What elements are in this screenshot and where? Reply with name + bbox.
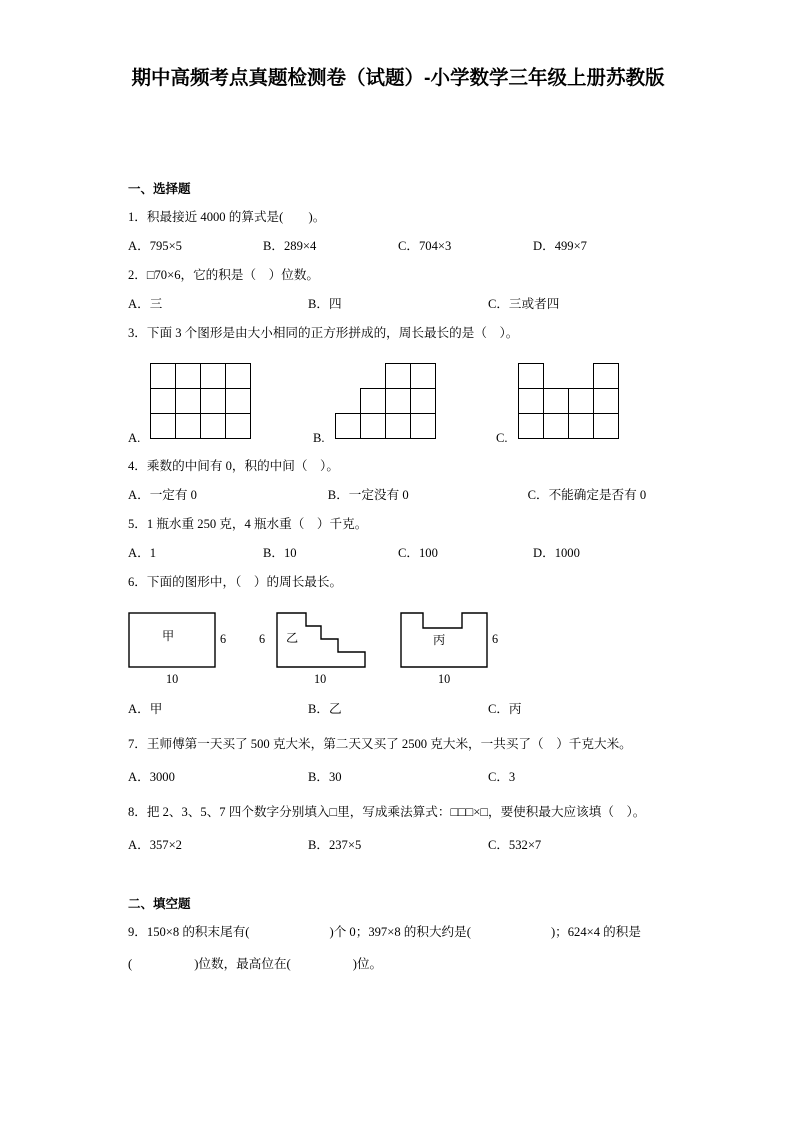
question-2-text: 2．□70×6，它的积是（ ）位数。: [128, 268, 320, 282]
question-1-text: 1．积最接近 4000 的算式是( )。: [128, 210, 326, 224]
option-1-d[interactable]: D．499×7: [533, 239, 587, 253]
question-7-options: [128, 770, 668, 785]
figure-6-yi-staircase: [276, 612, 366, 668]
figure-3a-letter: A.: [128, 431, 141, 445]
figure-6-yi-width-dim: 10: [314, 672, 327, 686]
option-2-c[interactable]: C．三或者四: [487, 297, 560, 311]
option-4-b[interactable]: B．一定没有 0: [327, 488, 409, 502]
question-3-text: 3．下面 3 个图形是由大小相同的正方形拼成的，周长最长的是（ ）。: [128, 326, 519, 340]
question-2-options: [128, 297, 668, 312]
option-1-c[interactable]: C．704×3: [398, 239, 452, 253]
figure-6-jia-rectangle: [128, 612, 216, 668]
figure-3c-letter: C.: [496, 431, 508, 445]
option-4-a[interactable]: A．一定有 0: [128, 488, 197, 502]
figure-6-jia-label: 甲: [162, 629, 175, 643]
figure-6-yi-height-dim: 6: [259, 632, 266, 646]
question-9-line-2: [128, 957, 668, 972]
page-title: 期中高频考点真题检测卷（试题）-小学数学三年级上册苏教版: [131, 67, 665, 89]
option-6-c[interactable]: C．丙: [487, 702, 522, 716]
figure-3a-grid-rectangle: [150, 363, 258, 443]
question-9-line-1: [128, 925, 668, 940]
option-5-d[interactable]: D．1000: [533, 546, 580, 560]
document-body: [128, 182, 668, 986]
question-8-text: 8．把 2、3、5、7 四个数字分别填入□里，写成乘法算式：□□□×□，要使积最大应该填（ ）。: [128, 805, 646, 819]
option-4-c[interactable]: C．不能确定是否有 0: [527, 488, 647, 502]
section-heading-choice: 一、选择题: [128, 182, 191, 196]
question-7-text: 7．王师傅第一天买了 500 克大米，第二天又买了 2500 克大米，一共买了（ ）千克大米。: [128, 737, 632, 751]
figure-6-yi-label: 乙: [286, 631, 299, 645]
section-heading-fill: 二、填空题: [128, 897, 191, 911]
question-4-text: 4．乘数的中间有 0，积的中间（ ）。: [128, 459, 339, 473]
question-4-options: [128, 488, 668, 503]
option-7-b[interactable]: B．30: [307, 770, 342, 784]
option-5-c[interactable]: C．100: [398, 546, 438, 560]
figure-6-jia-height-dim: 6: [220, 632, 227, 646]
option-8-a[interactable]: A．357×2: [128, 838, 182, 852]
option-5-a[interactable]: A．1: [128, 546, 156, 560]
option-8-b[interactable]: B．237×5: [307, 838, 362, 852]
option-1-b[interactable]: B．289×4: [263, 239, 317, 253]
question-8-options: [128, 838, 668, 853]
figure-3b-letter: B.: [313, 431, 325, 445]
figure-6-bing-label: 丙: [433, 633, 446, 647]
question-6-figures: [128, 604, 668, 686]
question-9-line2-c: )位。: [352, 957, 383, 971]
figure-6-bing-height-dim: 6: [492, 632, 499, 646]
option-5-b[interactable]: B．10: [263, 546, 297, 560]
question-6-text: 6．下面的图形中，（ ）的周长最长。: [128, 575, 343, 589]
question-9-line2-a: (: [128, 957, 133, 971]
figure-3c-grid-u-shape: [518, 363, 626, 443]
option-7-a[interactable]: A．3000: [128, 770, 175, 784]
figure-6-bing-width-dim: 10: [438, 672, 451, 686]
question-9-mid-1: )个 0；397×8 的积大约是(: [329, 925, 471, 939]
option-6-b[interactable]: B．乙: [307, 702, 342, 716]
question-1-options: [128, 239, 668, 254]
question-5-options: [128, 546, 668, 561]
question-9-line2-b: )位数，最高位在(: [194, 957, 291, 971]
question-9-prefix: 9．150×8 的积末尾有(: [128, 925, 250, 939]
question-9-mid-2: )；624×4 的积是: [550, 925, 641, 939]
question-5-text: 5．1 瓶水重 250 克，4 瓶水重（ ）千克。: [128, 517, 368, 531]
option-6-a[interactable]: A．甲: [128, 702, 163, 716]
option-7-c[interactable]: C．3: [487, 770, 516, 784]
figure-3b-grid-staircase: [335, 363, 443, 443]
option-2-a[interactable]: A．三: [128, 297, 163, 311]
question-6-options: [128, 702, 668, 717]
figure-6-bing-u-shape: [400, 612, 488, 668]
option-2-b[interactable]: B．四: [307, 297, 342, 311]
question-3-figures: [128, 355, 668, 445]
figure-6-jia-width-dim: 10: [166, 672, 179, 686]
option-1-a[interactable]: A．795×5: [128, 239, 182, 253]
option-8-c[interactable]: C．532×7: [487, 838, 542, 852]
